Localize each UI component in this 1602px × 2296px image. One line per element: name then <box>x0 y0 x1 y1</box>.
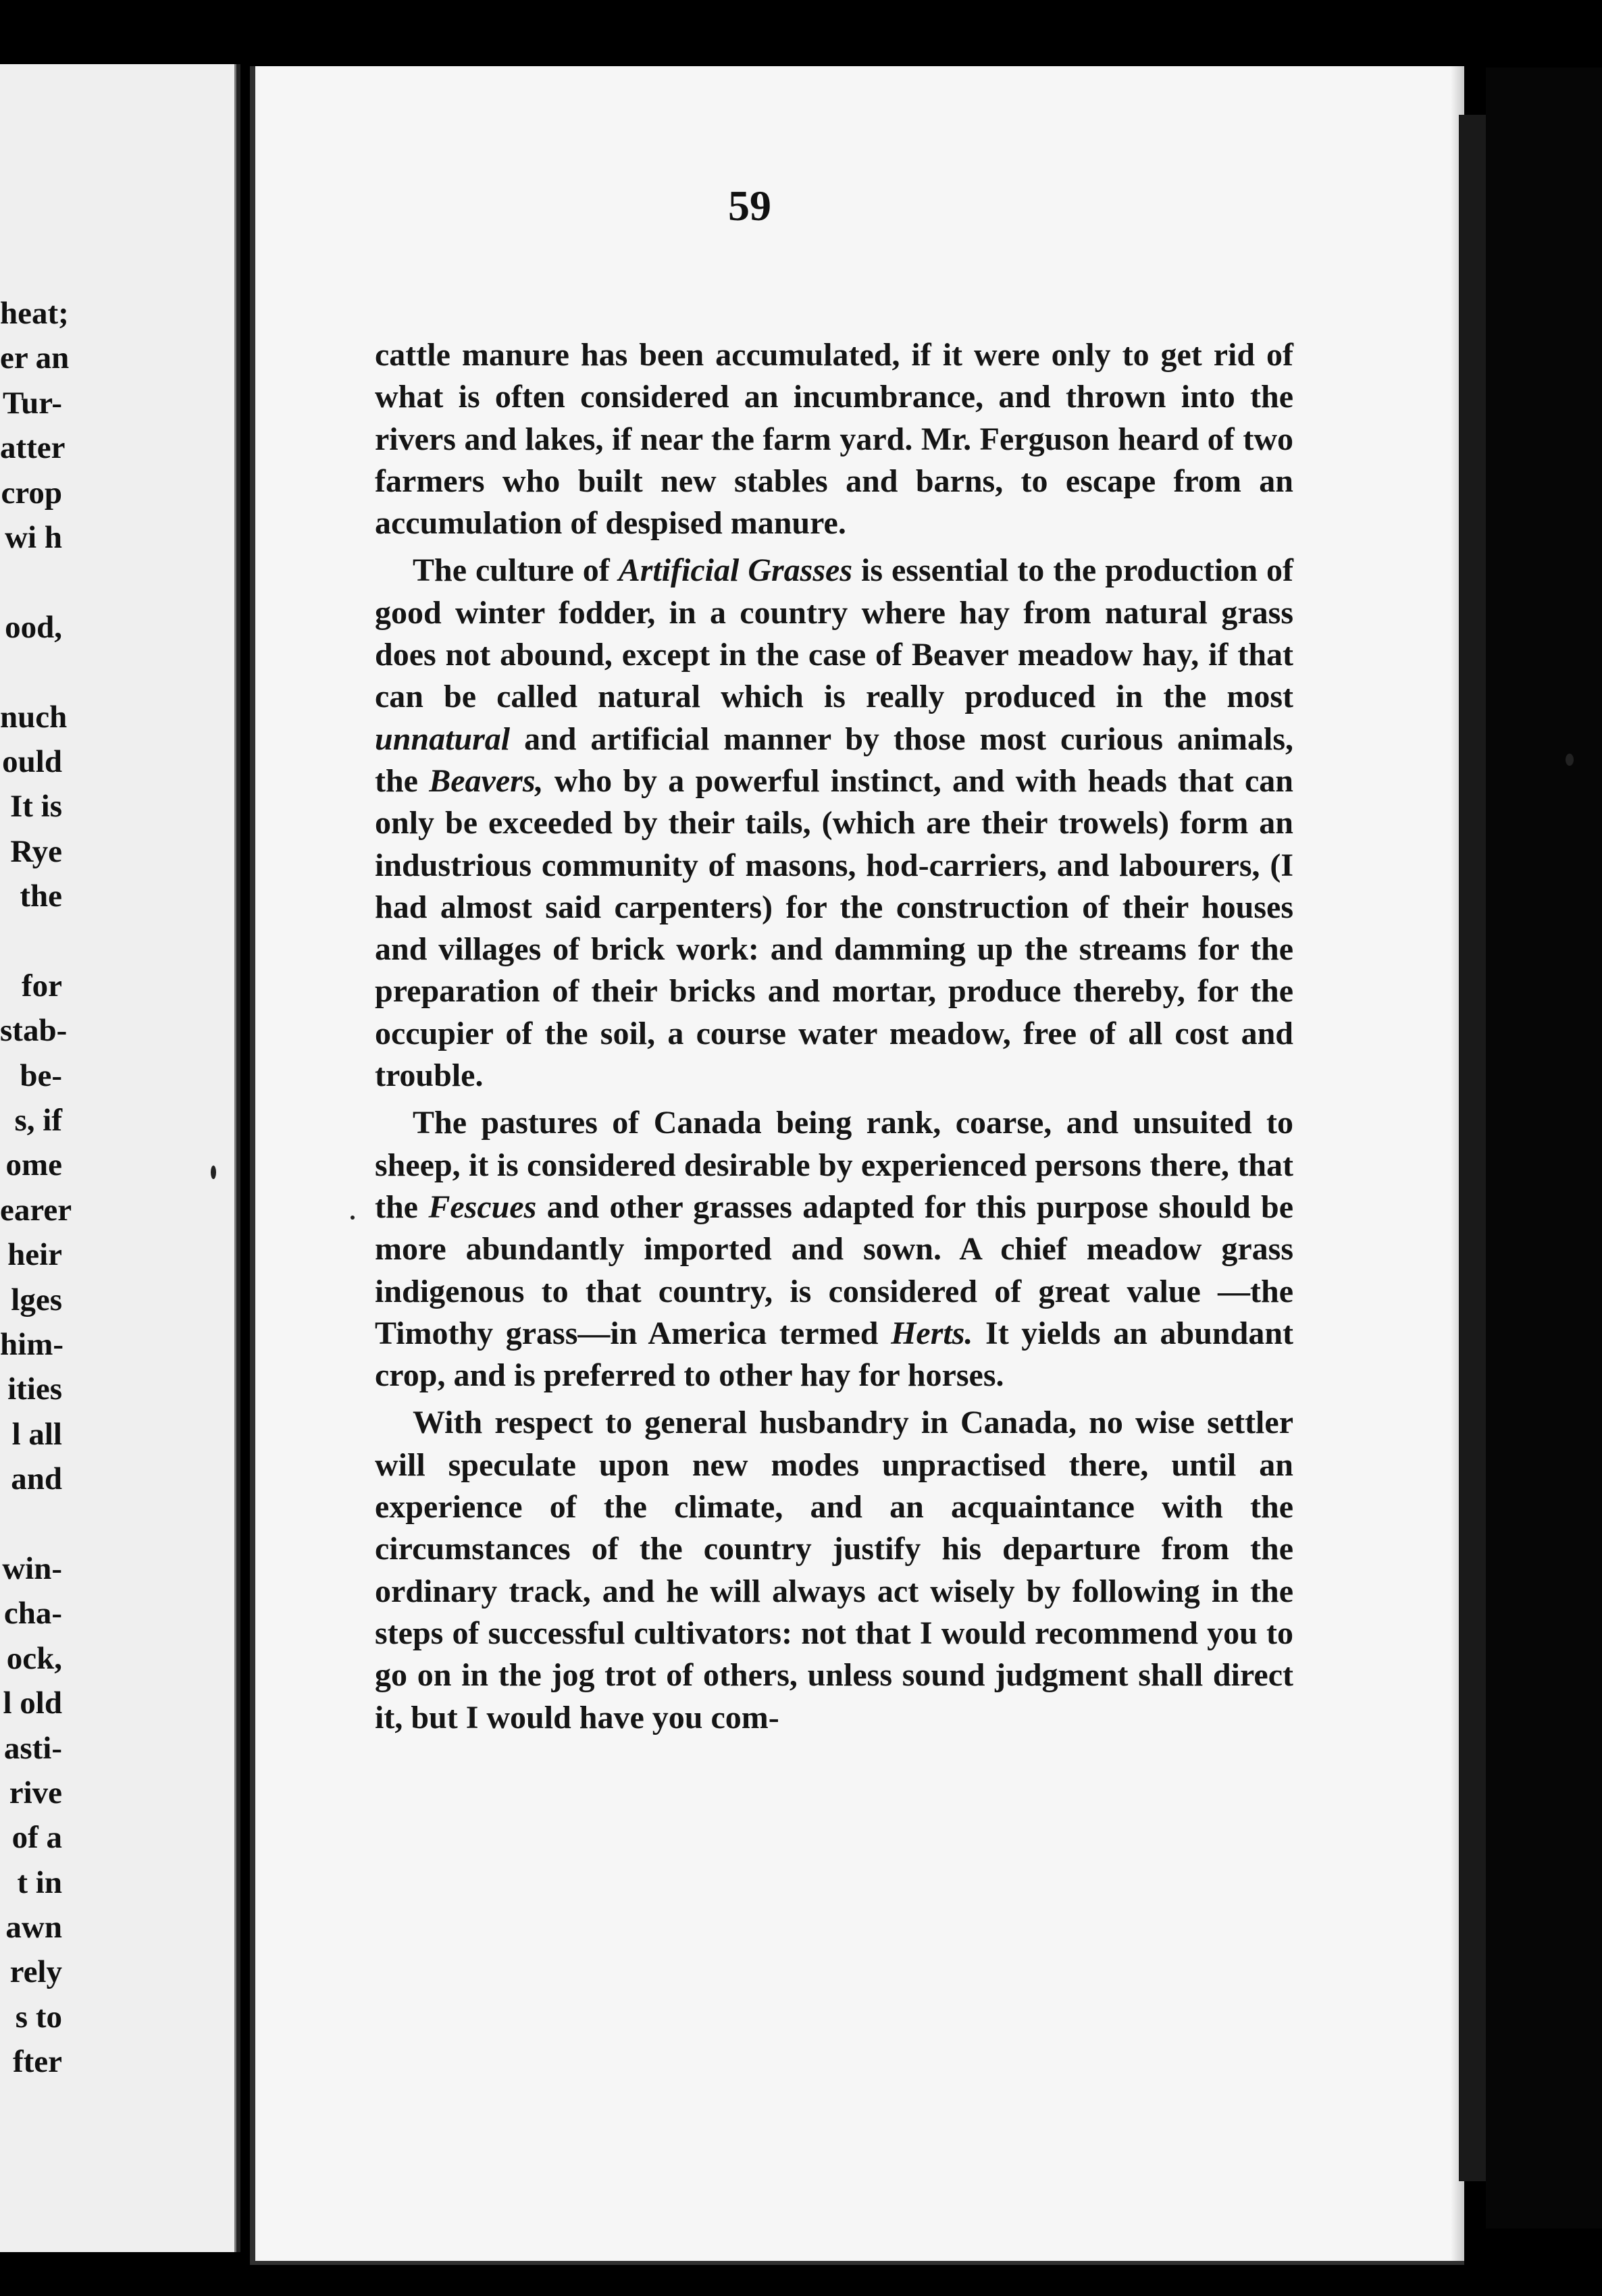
previous-page-line-fragment: fter <box>12 2044 62 2080</box>
previous-page-line-fragment: earer <box>0 1192 72 1228</box>
previous-page-line-fragment: heir <box>7 1237 62 1273</box>
scan-background <box>1486 68 1602 2228</box>
page-edge <box>234 64 236 2252</box>
text-run: and artificial manner by those most curious animals, the <box>375 721 1293 799</box>
scan-speck <box>211 1166 216 1179</box>
previous-page-line-fragment <box>0 560 62 604</box>
paragraph-p1 <box>375 334 1293 544</box>
previous-page-line-fragment: er an <box>0 340 70 376</box>
previous-page-line-fragment: cha- <box>3 1596 62 1632</box>
scan-speck <box>351 1216 355 1220</box>
previous-page-line-fragment: of a <box>11 1820 62 1856</box>
previous-page-line-fragment: for <box>21 968 62 1003</box>
previous-page-line-fragment: the <box>20 879 62 914</box>
text-run: It yields an abundant crop, and is preferred to other hay for horses. <box>375 1315 1293 1394</box>
previous-page-line-fragment: awn <box>5 1910 62 1946</box>
italic-term: Artificial Grasses <box>618 552 853 589</box>
previous-page-line-fragment: ould <box>2 743 62 779</box>
text-run: The culture of <box>413 552 619 589</box>
previous-page-line-fragment: rive <box>9 1775 62 1810</box>
paragraph-p3 <box>375 1102 1293 1397</box>
text-run: and other grasses adapted for this purpose should be more abundantly imported and sown. A chief meadow grass indigenous to that country, is considered of great value —the Timothy grass—in America termed <box>375 1189 1293 1351</box>
text-run: cattle manure has been accumulated, if it were only to get rid of what is often considered an incumbrance, and thrown into the rivers and lakes, if near the farm yard. Mr. Ferguson heard of two farmers who built new stables and barns, to escape from an accumulation of despised manure. <box>375 337 1293 542</box>
previous-page-line-fragment: stab- <box>0 1013 68 1049</box>
italic-term: Fescues <box>428 1189 537 1225</box>
previous-page-line-fragment: rely <box>9 1954 62 1990</box>
previous-page-line-fragment: and <box>11 1461 62 1497</box>
previous-page-line-fragment: l all <box>11 1416 62 1452</box>
previous-page <box>0 64 240 2252</box>
previous-page-text-fragments <box>0 291 72 2085</box>
previous-page-line-fragment: wi h <box>5 519 62 555</box>
previous-page-line-fragment: ome <box>5 1147 62 1183</box>
italic-term: Herts. <box>891 1315 973 1351</box>
previous-page-line-fragment: heat; <box>0 296 69 331</box>
scan-speck <box>1566 754 1574 766</box>
previous-page-line-fragment: atter <box>0 430 66 466</box>
previous-page-line-fragment: Tur- <box>3 385 62 421</box>
page-number: 59 <box>728 182 771 230</box>
italic-term: unnatural <box>375 721 511 757</box>
previous-page-line-fragment: It is <box>9 789 62 825</box>
previous-page-line-fragment: asti- <box>3 1730 62 1766</box>
previous-page-line-fragment: crop <box>1 475 62 511</box>
paragraph-p4 <box>375 1402 1293 1738</box>
previous-page-line-fragment: l old <box>3 1686 62 1721</box>
page-body-text <box>375 334 1293 1739</box>
previous-page-line-fragment: be- <box>20 1058 62 1093</box>
paragraph-p2 <box>375 550 1293 1097</box>
previous-page-line-fragment: lges <box>11 1282 62 1317</box>
text-run: is essential to the production of good winter fodder, in a country where hay from natural grass does not abound, except in the case of Beaver meadow hay, if that can be called natural which is really produced in the most <box>375 552 1293 715</box>
previous-page-line-fragment: ood, <box>5 609 62 645</box>
italic-term: Beavers, <box>429 762 544 799</box>
previous-page-line-fragment <box>0 1502 62 1546</box>
previous-page-line-fragment: Rye <box>10 833 62 869</box>
previous-page-line-fragment <box>0 650 62 694</box>
text-run: The pastures of Canada being rank, coarse, and unsuited to sheep, it is considered desirable by experienced persons there, that the <box>375 1105 1293 1225</box>
previous-page-line-fragment: t in <box>17 1864 62 1900</box>
previous-page-line-fragment <box>0 918 62 963</box>
previous-page-line-fragment: s, if <box>14 1103 62 1139</box>
previous-page-line-fragment: him- <box>0 1326 63 1362</box>
text-run: who by a powerful instinct, and with heads that can only be exceeded by their tails, (which are their trowels) form an industrious community of masons, hod-carriers, and labourers, (I had almost said carpenters) for the construction of their houses and villages of brick work: and damming up the streams for the preparation of their bricks and mortar, produce thereby, for the occupier of the soil, a course water meadow, free of all cost and trouble. <box>375 762 1293 1094</box>
previous-page-line-fragment: nuch <box>0 699 68 735</box>
previous-page-line-fragment: ities <box>7 1372 62 1407</box>
book-edge <box>1459 115 1486 2181</box>
text-run: With respect to general husbandry in Canada, no wise settler will speculate upon new modes unpractised there, until an experience of the climate, and an acquaintance with the circumstances of the country justify his departure from the ordinary track, and he will always act wisely by following in the steps of successful cultivators: not that I would recommend you to go on in the jog trot of others, unless sound judgment shall direct it, but I would have you com- <box>375 1405 1293 1736</box>
previous-page-line-fragment: win- <box>2 1550 62 1586</box>
previous-page-line-fragment: s to <box>15 1999 62 2035</box>
previous-page-line-fragment: ock, <box>6 1640 62 1676</box>
